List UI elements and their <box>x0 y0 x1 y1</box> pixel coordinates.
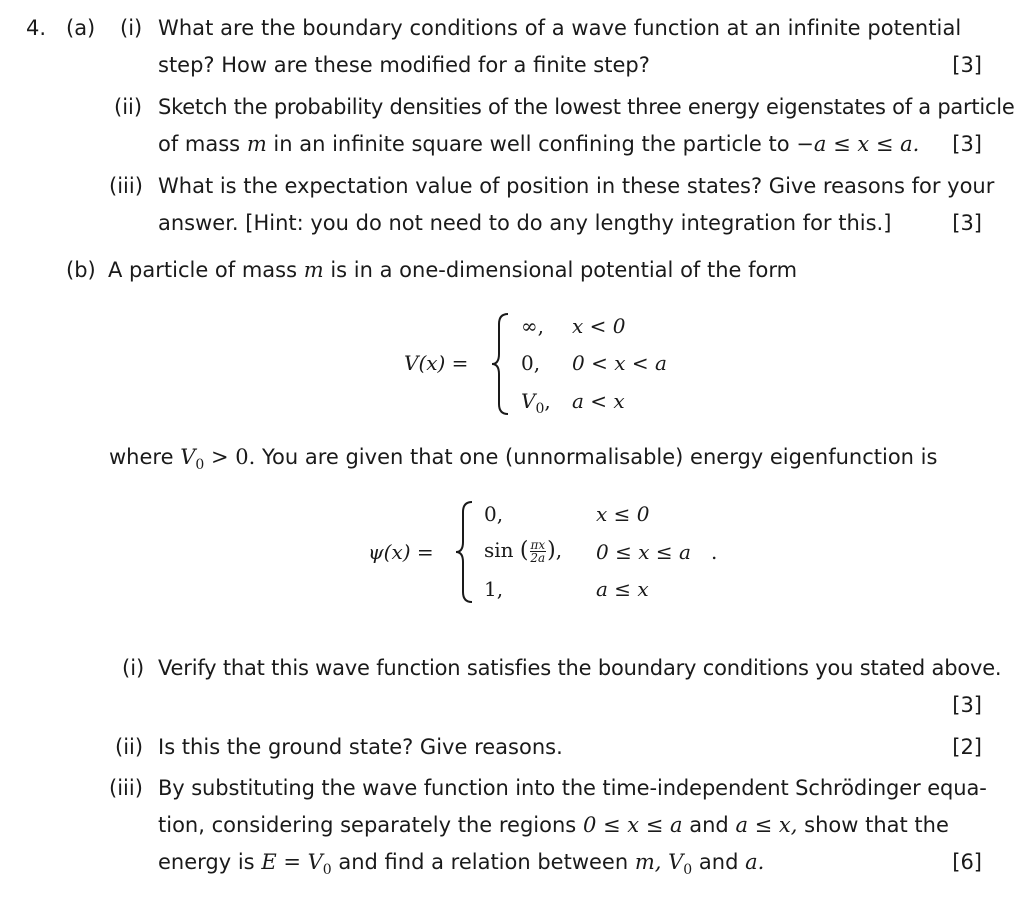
a-ii-text2: in an infinite square well confining the particle to <box>273 132 790 156</box>
potential-v-comma: , <box>544 389 551 413</box>
a-iii-line2: answer. [Hint: you do not need to do any lengthy integration for this.] <box>158 211 892 235</box>
potential-brace <box>490 312 512 416</box>
a-ii-text: of mass <box>158 132 241 156</box>
b-ii-label: (ii) <box>115 735 144 759</box>
b-i-label: (i) <box>122 656 145 680</box>
a-i-line2: step? How are these modified for a finite step? <box>158 53 650 77</box>
potential-case1-cond: x < 0 <box>572 314 626 338</box>
potential-case1-value: ∞, <box>521 314 545 338</box>
potential-case3-value <box>521 387 551 423</box>
b-iii-text: tion, considering separately the regions <box>158 813 577 837</box>
potential-v: V <box>521 389 536 413</box>
psi-period: . <box>711 540 718 564</box>
a-ii-range: −a ≤ x ≤ a. <box>796 132 920 156</box>
psi-case3-value: 1, <box>484 577 504 601</box>
psi-paren-open: ( <box>519 538 529 563</box>
b-iii-vars: m, V <box>634 850 684 874</box>
b-intro-text: A particle of mass <box>108 258 298 282</box>
psi-brace <box>454 500 476 604</box>
b-ii-line1: Is this the ground state? Give reasons. <box>158 735 563 759</box>
psi-fraction <box>530 539 547 564</box>
psi-paren-close: ) <box>547 538 556 563</box>
psi-case1-cond: x ≤ 0 <box>596 502 650 526</box>
potential-case2-cond: 0 < x < a <box>572 351 667 375</box>
a-iii-label: (iii) <box>109 174 143 198</box>
b-iii-and: and <box>689 813 729 837</box>
b-where-v-sub: 0 <box>195 457 205 474</box>
a-iii-line1: What is the expectation value of position in these states? Give reasons for your <box>158 174 995 198</box>
b-iii-line1: By substituting the wave function into the time-independent Schrödinger equa- <box>158 776 987 800</box>
b-iii-vars-sub: 0 <box>683 862 693 879</box>
b-iii-marks: [6] <box>952 850 982 874</box>
b-intro <box>108 256 797 284</box>
b-intro-text2: is in a one-dimensional potential of the form <box>330 258 798 282</box>
potential-case2-value: 0, <box>521 351 541 375</box>
b-where-v: V <box>180 445 196 469</box>
a-ii-line1: Sketch the probability densities of the lowest three energy eigenstates of a particle <box>158 95 1015 119</box>
a-ii-marks: [3] <box>952 132 982 156</box>
b-iii-label: (iii) <box>109 776 143 800</box>
b-iii-region1: 0 ≤ x ≤ a <box>582 813 683 837</box>
psi-case3-cond: a ≤ x <box>596 577 649 601</box>
b-where-math: > 0. <box>210 445 256 469</box>
b-iii-a: a. <box>745 850 765 874</box>
part-a-label: (a) <box>66 16 96 40</box>
b-iii-and2: and <box>698 850 739 874</box>
b-where-line <box>109 443 937 479</box>
b-iii-energy-eq: E = V <box>261 850 323 874</box>
psi-case2-value <box>484 536 562 565</box>
b-where-text2: You are given that one (unnormalisable) energy eigenfunction is <box>261 445 938 469</box>
a-i-marks: [3] <box>952 53 982 77</box>
b-i-marks: [3] <box>952 693 982 717</box>
a-ii-line2 <box>158 130 919 158</box>
psi-frac-den: 2a <box>530 551 546 565</box>
potential-v-sub: 0 <box>535 401 545 417</box>
potential-lhs: V(x) = <box>404 351 469 375</box>
question-number: 4. <box>26 16 47 40</box>
a-iii-marks: [3] <box>952 211 982 235</box>
b-iii-relation-text: and find a relation between <box>338 850 629 874</box>
b-i-line1: Verify that this wave function satisfies the boundary conditions you stated above. <box>158 656 1002 680</box>
b-iii-text2: show that the <box>804 813 949 837</box>
psi-sin: sin <box>484 538 514 562</box>
a-i-line1: What are the boundary conditions of a wave function at an infinite potential <box>158 16 962 40</box>
psi-lhs: ψ(x) = <box>368 540 434 564</box>
part-b-label: (b) <box>66 258 96 282</box>
b-iii-line2 <box>158 811 949 839</box>
b-iii-energy-text: energy is <box>158 850 255 874</box>
psi-frac-num: πx <box>530 538 546 552</box>
b-ii-marks: [2] <box>952 735 982 759</box>
b-iii-region2: a ≤ x, <box>735 813 798 837</box>
a-ii-label: (ii) <box>114 95 143 119</box>
b-intro-mass: m <box>303 258 324 282</box>
b-iii-line3 <box>158 848 764 884</box>
a-i-label: (i) <box>120 16 143 40</box>
a-ii-mass-symbol: m <box>246 132 267 156</box>
psi-case2-cond: 0 ≤ x ≤ a <box>596 540 691 564</box>
b-where-text: where <box>109 445 174 469</box>
potential-case3-cond: a < x <box>572 389 625 413</box>
psi-case1-value: 0, <box>484 502 504 526</box>
b-iii-energy-sub: 0 <box>322 862 332 879</box>
psi-comma: , <box>555 538 563 562</box>
